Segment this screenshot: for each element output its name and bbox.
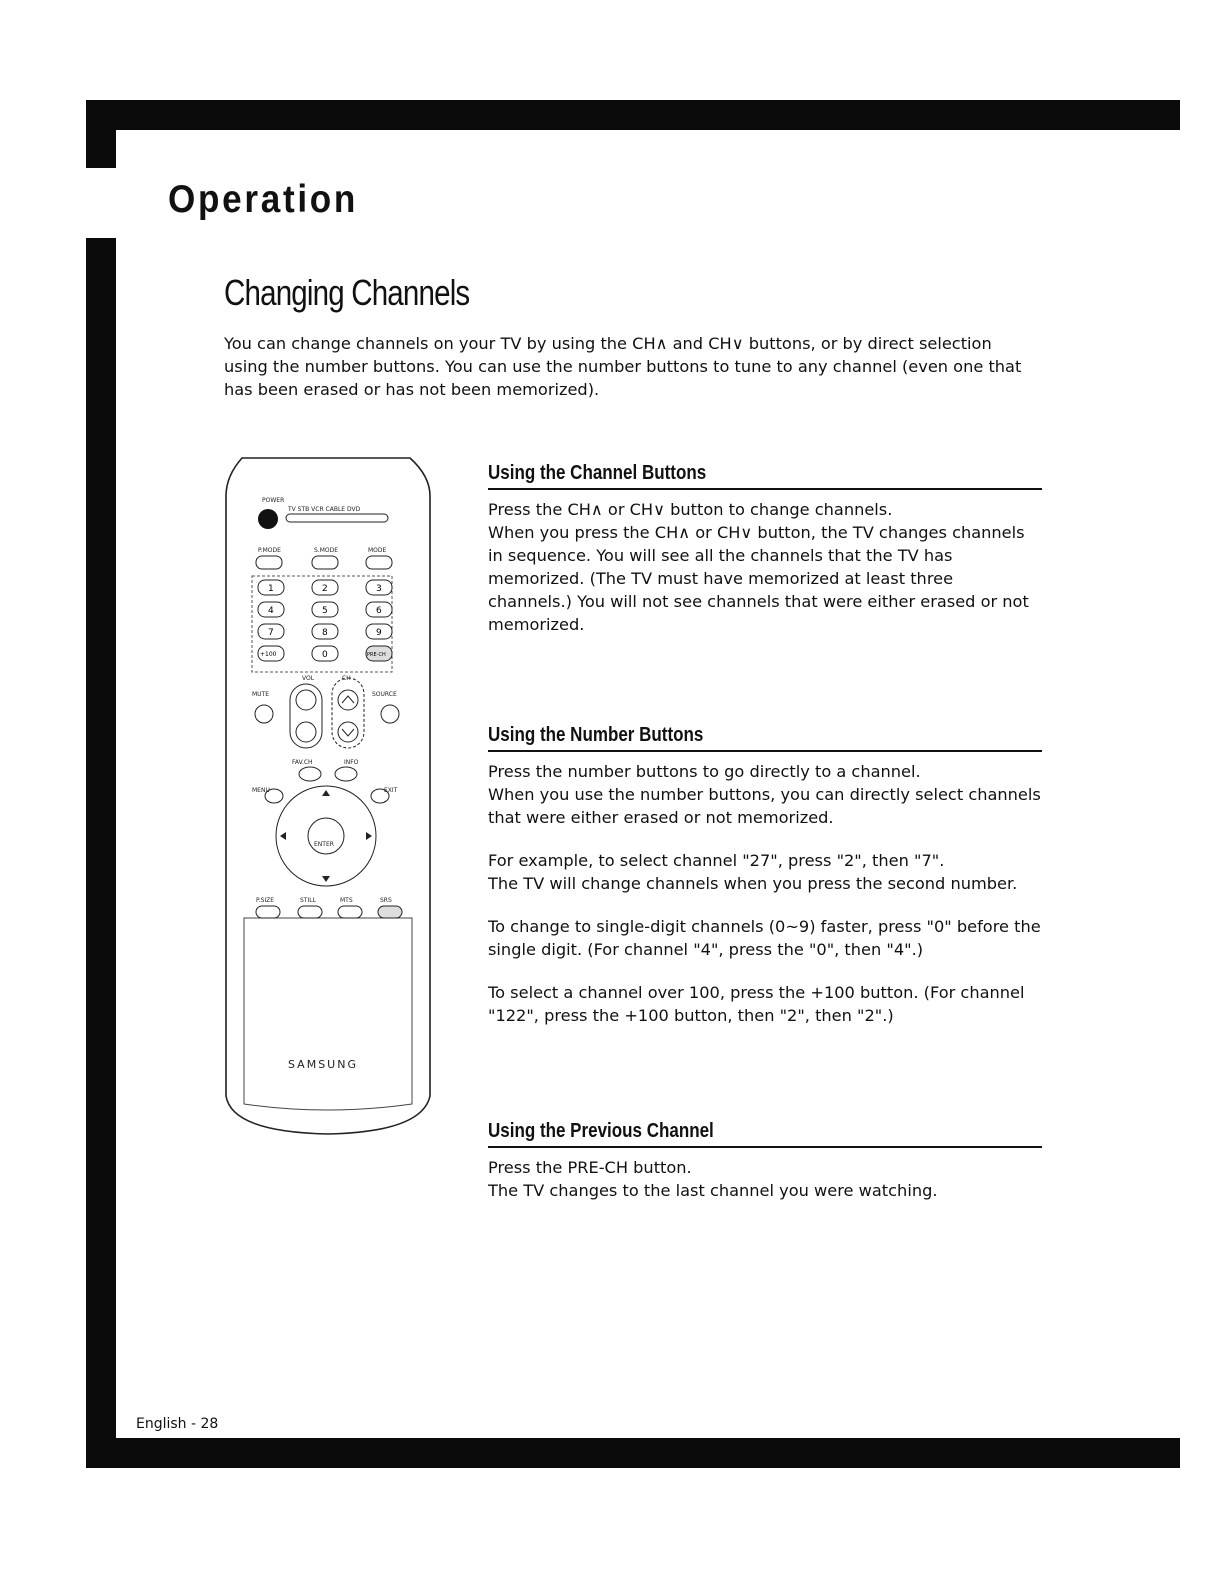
pmode-button	[256, 556, 282, 569]
left-spine	[86, 238, 116, 1438]
source-modes-label: TV STB VCR CABLE DVD	[288, 506, 361, 513]
digit-key: 3	[376, 584, 382, 594]
exit-label: EXIT	[384, 787, 398, 794]
mode-button	[366, 556, 392, 569]
remote-bottom-panel	[244, 918, 412, 1110]
power-label: POWER	[262, 497, 285, 504]
left-arrow-icon	[280, 832, 286, 840]
subsection-paragraph: To change to single-digit channels (0~9) faster, press "0" before the single digit. (For channel "4", press the "0", then "4".)	[488, 917, 1041, 959]
prech-key: PRE-CH	[367, 652, 386, 658]
srs-label: SRS	[380, 897, 392, 904]
source-button	[381, 705, 399, 723]
enter-label: ENTER	[314, 841, 334, 848]
top-left-tab	[86, 100, 116, 168]
ch-up-button	[338, 690, 358, 710]
subsection-channel-buttons	[488, 462, 1042, 636]
mute-label: MUTE	[252, 691, 270, 698]
mts-label: MTS	[340, 897, 353, 904]
still-label: STILL	[300, 897, 316, 904]
ch-label: CH	[342, 675, 351, 682]
mts-button	[338, 906, 362, 918]
still-button	[298, 906, 322, 918]
psize-button	[256, 906, 280, 918]
favch-button	[299, 767, 321, 781]
page-number: English - 28	[136, 1416, 219, 1432]
subsection-previous-channel	[488, 1120, 1042, 1202]
down-arrow-icon	[322, 876, 330, 882]
channel-rocker	[332, 678, 364, 748]
mode-selector-bar	[286, 514, 388, 522]
bottom-bar	[86, 1438, 1180, 1468]
digit-key: 1	[268, 584, 274, 594]
ch-down-button	[338, 722, 358, 742]
digit-key: 6	[376, 606, 382, 616]
favch-label: FAV.CH	[292, 759, 313, 766]
volume-rocker	[290, 684, 322, 748]
right-arrow-icon	[366, 832, 372, 840]
srs-button	[378, 906, 402, 918]
subsection-paragraph: Press the number buttons to go directly to a channel. When you use the number buttons, you can directly select channels that were either erased or not memorized.	[488, 762, 1041, 827]
subsection-paragraph: Press the PRE-CH button. The TV changes to the last channel you were watching.	[488, 1158, 938, 1200]
enter-button	[308, 818, 344, 854]
subsection-paragraph: For example, to select channel "27", press "2", then "7". The TV will change channels when you press the second number.	[488, 851, 1018, 893]
digit-key: 8	[322, 628, 328, 638]
smode-label: S.MODE	[314, 547, 339, 554]
digit-key: 4	[268, 606, 274, 616]
smode-button	[312, 556, 338, 569]
direction-pad	[276, 786, 376, 886]
mode-label: MODE	[368, 547, 387, 554]
menu-label: MENU	[252, 787, 270, 794]
power-button	[258, 509, 278, 529]
plus100-key: +100	[260, 651, 277, 658]
psize-label: P.SIZE	[256, 897, 275, 904]
remote-control-illustration	[222, 456, 434, 1136]
menu-button	[265, 789, 283, 803]
subsection-heading: Using the Number Buttons	[488, 724, 1042, 752]
chapter-title: Operation	[168, 178, 359, 221]
intro-paragraph: You can change channels on your TV by using the CH∧ and CH∨ buttons, or by direct selection using the number buttons. You can use the number buttons to tune to any channel (even one that has been erased or has not been memorized).	[224, 334, 1022, 399]
source-label: SOURCE	[372, 691, 397, 698]
pmode-label: P.MODE	[258, 547, 281, 554]
vol-up-button	[296, 690, 316, 710]
digit-key: 7	[268, 628, 274, 638]
subsection-paragraph: Press the CH∧ or CH∨ button to change channels. When you press the CH∧ or CH∨ button, the TV changes channels in sequence. You will see all the channels that the TV has memorized. (The TV must have memorized at least three channels.) You will not see channels that were either erased or not memorized.	[488, 500, 1029, 634]
brand-logo-text: SAMSUNG	[288, 1058, 358, 1071]
top-bar	[86, 100, 1180, 130]
digit-key: 5	[322, 606, 328, 616]
mute-button	[255, 705, 273, 723]
subsection-paragraph: To select a channel over 100, press the +100 button. (For channel "122", press the +100 button, then "2", then "2".)	[488, 983, 1025, 1025]
info-button	[335, 767, 357, 781]
exit-button	[371, 789, 389, 803]
vol-label: VOL	[302, 675, 315, 682]
subsection-heading: Using the Channel Buttons	[488, 462, 1042, 490]
info-label: INFO	[344, 759, 359, 766]
subsection-number-buttons	[488, 724, 1042, 1027]
vol-down-button	[296, 722, 316, 742]
up-arrow-icon	[322, 790, 330, 796]
digit-key: 2	[322, 584, 328, 594]
digit-keys	[258, 580, 392, 661]
digit-key: 9	[376, 628, 382, 638]
subsection-heading: Using the Previous Channel	[488, 1120, 1042, 1148]
section-title: Changing Channels	[224, 272, 470, 313]
zero-key: 0	[322, 650, 328, 660]
